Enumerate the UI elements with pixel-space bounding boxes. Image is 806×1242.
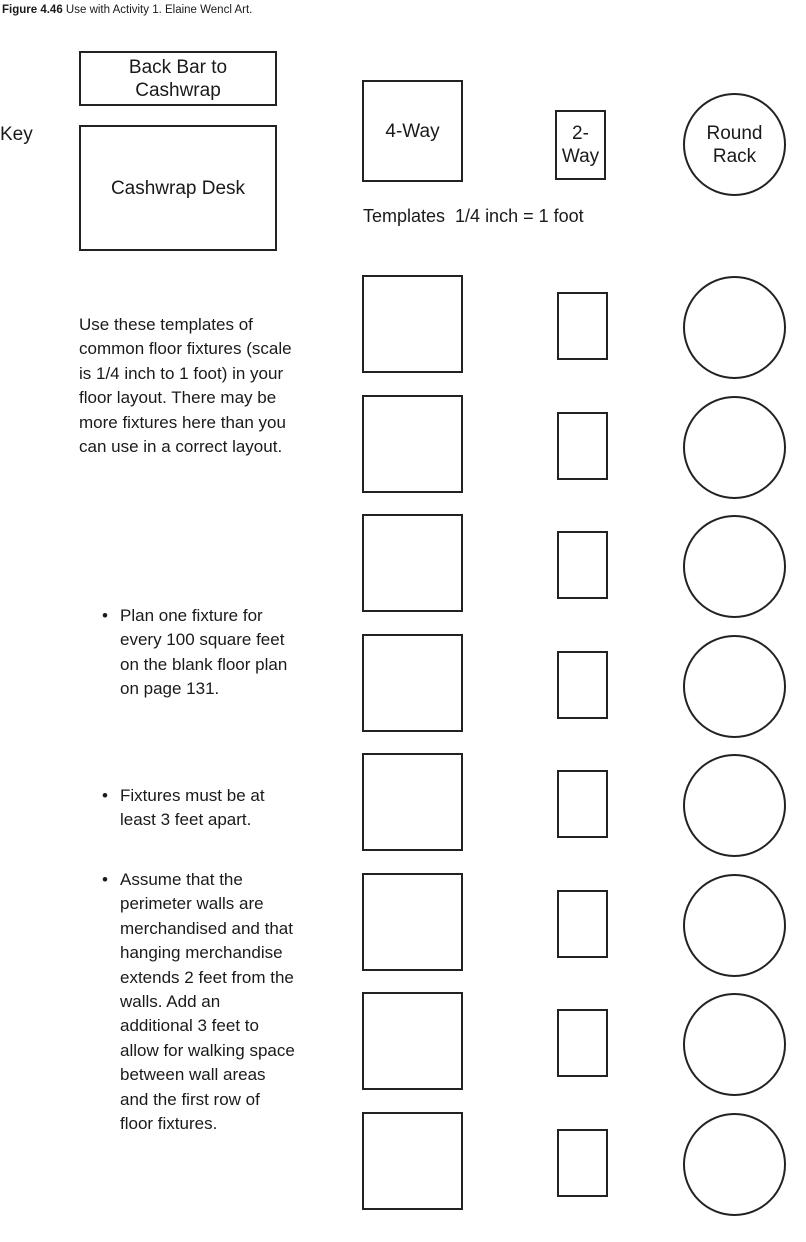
back-bar-label: Back Bar to Cashwrap <box>128 56 228 101</box>
four-way-label: 4-Way <box>385 120 440 142</box>
two-way-template <box>557 1129 608 1197</box>
two-way-template <box>557 770 608 838</box>
two-way-key-fixture <box>555 110 606 180</box>
four-way-template <box>362 873 463 971</box>
round-rack-template <box>683 874 786 977</box>
round-rack-template <box>683 396 786 499</box>
four-way-template <box>362 275 463 373</box>
four-way-template <box>362 395 463 493</box>
instructions-bullet-list-2 <box>100 784 295 833</box>
cashwrap-desk-label: Cashwrap Desk <box>110 177 246 199</box>
figure-caption <box>2 4 252 16</box>
instructions-bullet-list-1 <box>100 604 295 702</box>
four-way-template <box>362 634 463 732</box>
two-way-template <box>557 890 608 958</box>
two-way-template <box>557 412 608 480</box>
two-way-template <box>557 1009 608 1077</box>
round-rack-template <box>683 1113 786 1216</box>
round-rack-template <box>683 635 786 738</box>
round-rack-template <box>683 993 786 1096</box>
instructions-intro: Use these templates of common floor fixtures (scale is 1/4 inch to 1 foot) in your floor layout. There may be more fixtures here than you can use in a correct layout. <box>79 315 292 457</box>
instruction-bullet: • Fixtures must be at least 3 feet apart. <box>100 784 295 833</box>
round-rack-template <box>683 515 786 618</box>
two-way-template <box>557 651 608 719</box>
instruction-bullet: • Assume that the perimeter walls are merchandised and that hanging merchandise extends 2 feet from the walls. Add an additional 3 feet to allow for walking space between wall areas and the first row of floor fixtures. <box>100 868 295 1136</box>
four-way-template <box>362 514 463 612</box>
four-way-template <box>362 1112 463 1210</box>
round-rack-key-fixture <box>683 93 786 196</box>
two-way-template <box>557 531 608 599</box>
round-rack-template <box>683 276 786 379</box>
two-way-label: 2-Way <box>561 123 600 167</box>
instruction-bullet: • Plan one fixture for every 100 square feet on the blank floor plan on page 131. <box>100 604 295 702</box>
back-bar-fixture <box>79 51 277 106</box>
four-way-template <box>362 992 463 1090</box>
four-way-key-fixture <box>362 80 463 182</box>
round-rack-template <box>683 754 786 857</box>
two-way-template <box>557 292 608 360</box>
figure-label: Figure 4.46 <box>2 4 63 16</box>
templates-scale-note: Templates 1/4 inch = 1 foot <box>363 206 584 226</box>
figure-caption-text: Use with Activity 1. Elaine Wencl Art. <box>65 4 253 16</box>
round-rack-label: Round Rack <box>706 122 763 167</box>
key-label: Key <box>0 124 33 145</box>
four-way-template <box>362 753 463 851</box>
cashwrap-desk-fixture <box>79 125 277 251</box>
instructions-bullet-list-3 <box>100 868 295 1136</box>
